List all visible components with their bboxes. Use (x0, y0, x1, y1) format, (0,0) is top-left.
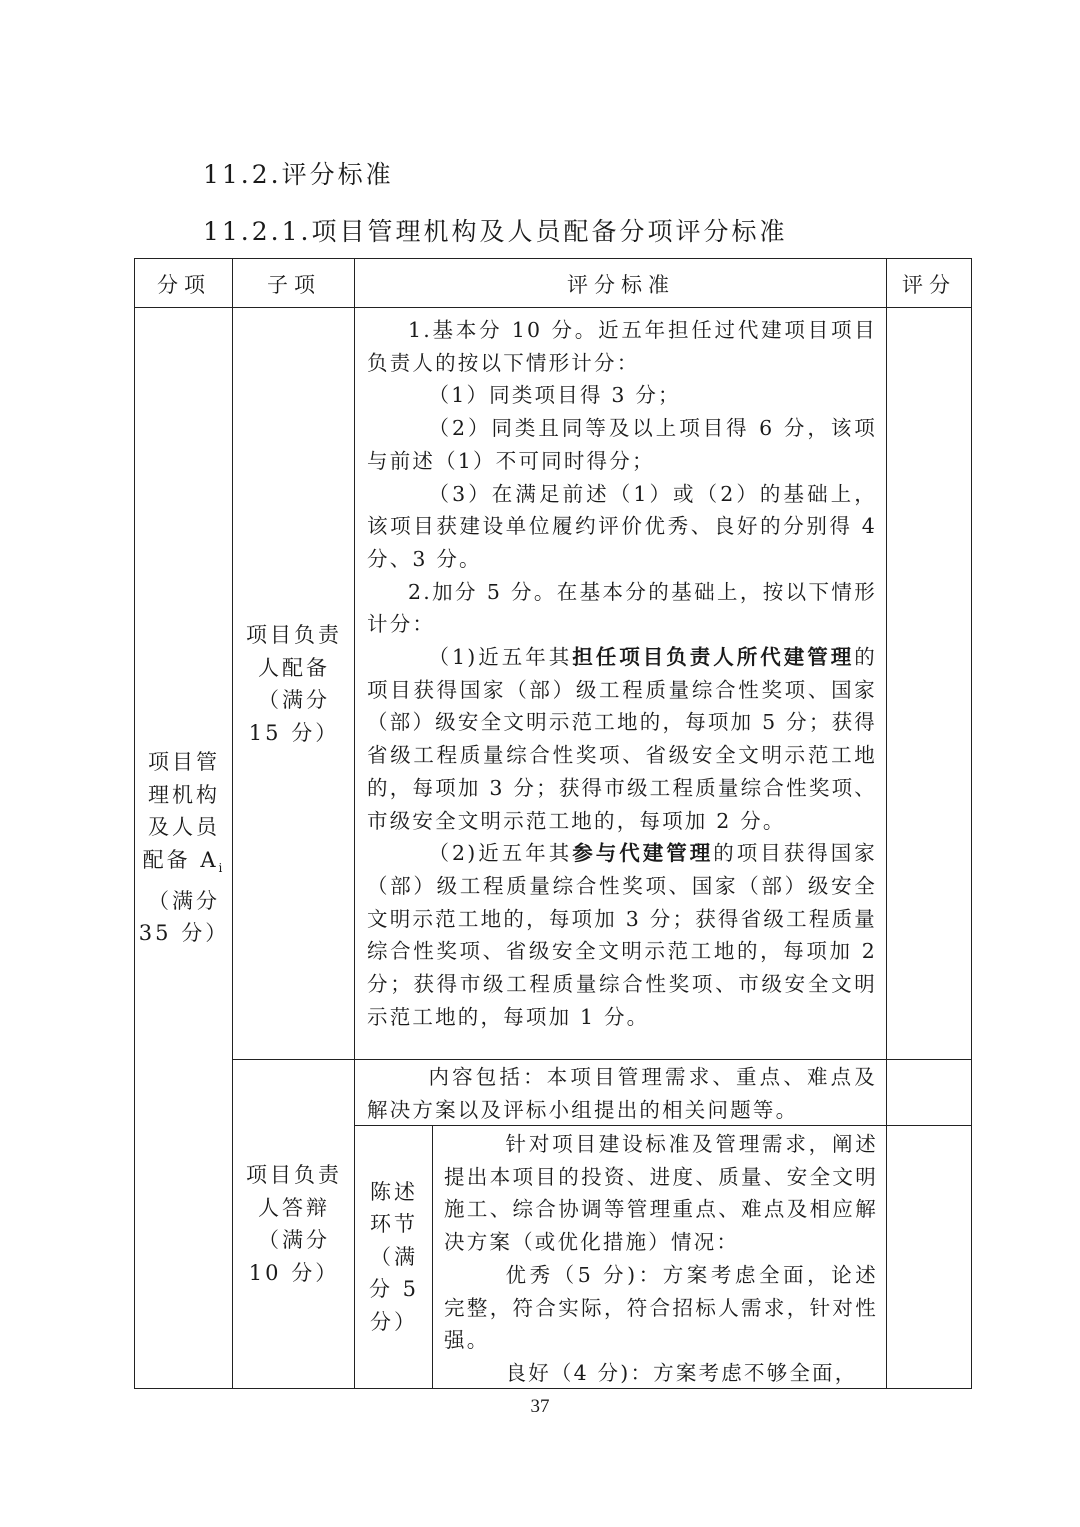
subitem-line: （满分 (258, 688, 330, 712)
subitem-line: 15 分） (248, 720, 340, 745)
criteria-statement-cell (432, 1125, 888, 1389)
subitem-line: 10 分） (248, 1260, 340, 1285)
criteria-paragraph: （2）同类且同等及以上项目得 6 分，该项与前述（1）不可同时得分； (367, 416, 877, 473)
criteria-paragraph: （1）同类项目得 3 分； (428, 383, 681, 408)
header-category (134, 258, 234, 309)
score-defense-intro-cell (886, 1059, 972, 1127)
page-number: 37 (530, 1396, 550, 1417)
criteria-paragraph: 1.基本分 10 分。近五年担任过代建项目项目负责人的按以下情形计分： (367, 318, 877, 375)
subitem-line: 人答辩 (258, 1195, 330, 1220)
subitem-line: 项目负责 (246, 623, 342, 647)
header-subitem (232, 258, 356, 309)
criteria-defense-intro-cell (354, 1059, 888, 1127)
segment-line: 环节 (369, 1212, 418, 1237)
section-heading: 11.2.评分标准 (203, 160, 394, 189)
subitem-defense-cell (232, 1059, 356, 1389)
subitem-line: 人配备 (258, 655, 330, 680)
header-criteria (354, 258, 888, 309)
criteria-paragraph (367, 837, 877, 1033)
segment-line: 分 5 (368, 1277, 420, 1302)
segment-line: 分） (369, 1309, 418, 1334)
category-line-prefix: 配备 A (142, 847, 219, 872)
subitem-staffing-cell (232, 307, 356, 1061)
criteria-paragraph: 优秀（5 分)：方案考虑全面，论述完整，符合实际，符合招标人需求，针对性强。 (444, 1262, 878, 1353)
criteria-text: （2)近五年其 (428, 841, 573, 866)
category-line: 35 分） (138, 921, 230, 946)
subsection-heading: 11.2.1.项目管理机构及人员配备分项评分标准 (203, 217, 788, 246)
criteria-paragraph: 2.加分 5 分。在基本分的基础上，按以下情形计分： (367, 579, 877, 637)
category-line (139, 844, 229, 885)
criteria-staffing-cell (354, 307, 888, 1061)
score-staffing-cell (886, 307, 972, 1061)
criteria-bold-text: 担任项目负责人所代建管理 (572, 645, 855, 670)
header-score-label: 评分 (902, 272, 956, 297)
criteria-paragraph (367, 641, 877, 837)
category-line: 理机构 (148, 782, 220, 807)
subitem-line: 项目负责 (246, 1163, 342, 1187)
header-criteria-label: 评分标准 (567, 272, 675, 297)
header-score (886, 258, 972, 309)
criteria-text: （1)近五年其 (428, 645, 573, 670)
subitem-line: （满分 (258, 1228, 330, 1252)
category-cell (134, 307, 234, 1389)
segment-statement-cell (354, 1125, 434, 1389)
category-line: 项目管 (148, 750, 220, 775)
criteria-bold-text: 参与代建管理 (572, 841, 714, 866)
segment-line: 陈述 (369, 1179, 418, 1204)
criteria-paragraph: 良好（4 分)：方案考虑不够全面， (505, 1360, 858, 1385)
score-statement-cell (886, 1125, 972, 1389)
criteria-text: 的项目获得国家（部）级工程质量综合性奖项、国家（部）级安全文明示范工地的，每项加 5 分；获得省级工程质量综合性奖项、省级安全文明示范工地的，每项加 3 分；获得市级工程质量综合性奖项、市级安全文明示范工地的，每项加 2 分。 (367, 645, 877, 833)
category-line: 及人员 (148, 815, 220, 840)
criteria-text: 的项目获得国家（部）级工程质量综合性奖项、国家（部）级安全文明示范工地的，每项加 3 分；获得省级工程质量综合性奖项、省级安全文明示范工地的，每项加 2 分；获得市级工程质量综合性奖项、市级安全文明示范工地的，每项加 1 分。 (367, 841, 877, 1029)
criteria-paragraph: 针对项目建设标准及管理需求，阐述提出本项目的投资、进度、质量、安全文明施工、综合协调等管理重点、难点及相应解决方案（或优化措施）情况： (444, 1132, 878, 1255)
header-subitem-label: 子项 (267, 272, 321, 297)
header-category-label: 分项 (157, 272, 211, 297)
criteria-paragraph: 内容包括：本项目管理需求、重点、难点及解决方案以及评标小组提出的相关问题等。 (367, 1065, 877, 1122)
category-line: （满分 (148, 888, 220, 913)
criteria-paragraph: （3）在满足前述（1）或（2）的基础上，该项目获建设单位履约评价优秀、良好的分别得 4 分、3 分。 (367, 481, 877, 571)
segment-line: （满 (369, 1244, 418, 1269)
category-subscript: i (218, 861, 226, 876)
